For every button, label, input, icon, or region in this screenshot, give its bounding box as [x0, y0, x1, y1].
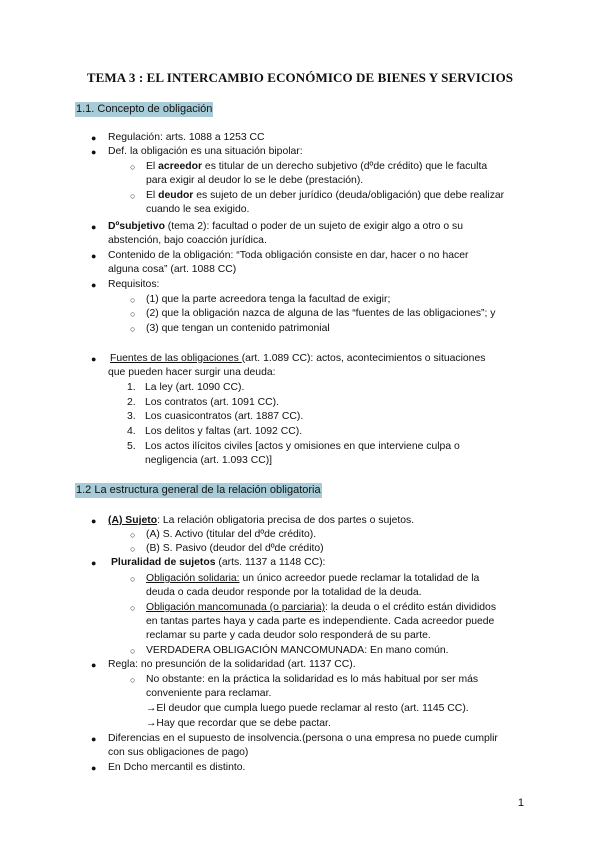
- circle-bullet-icon: ○: [130, 544, 136, 554]
- no-obstante-line-2: conveniente para reclamar.: [146, 688, 272, 699]
- circle-bullet-icon: ○: [130, 675, 136, 685]
- bullet-icon: ●: [91, 660, 97, 670]
- page-number: 1: [517, 797, 524, 809]
- bullet-icon: ●: [91, 147, 97, 157]
- verdadera-text: VERDADERA OBLIGACIÓN MANCOMUNADA: En mano común.: [146, 645, 449, 656]
- arrow-line-2: →Hay que recordar que se debe pactar.: [146, 718, 331, 729]
- list-number: 3.: [127, 411, 136, 422]
- deudor-line-1: El deudor es sujeto de un deber jurídico (deuda/obligación) que debe realizar: [146, 190, 505, 201]
- solidaria-line-1: Obligación solidaria: un único acreedor puede reclamar la totalidad de la: [146, 573, 480, 584]
- mercantil-text: En Dcho mercantil es distinto.: [108, 762, 246, 773]
- fuente-cuasicontratos: Los cuasicontratos (art. 1887 CC).: [145, 411, 304, 422]
- circle-bullet-icon: ○: [130, 530, 136, 540]
- sujeto-pasivo: (B) S. Pasivo (deudor del dºde crédito): [146, 543, 324, 554]
- fuente-delitos: Los delitos y faltas (art. 1092 CC).: [145, 426, 303, 437]
- diferencias-line-1: Diferencias en el supuesto de insolvencia.(persona o una empresa no puede cumplir: [108, 733, 498, 744]
- circle-bullet-icon: ○: [130, 309, 136, 319]
- circle-bullet-icon: ○: [130, 646, 136, 656]
- bullet-icon: ●: [91, 354, 97, 364]
- requisitos-text: Requisitos:: [108, 279, 160, 290]
- fuentes-line-2: que pueden hacer surgir una deuda:: [108, 367, 276, 378]
- circle-bullet-icon: ○: [130, 324, 136, 334]
- acreedor-line-1: El acreedor es titular de un derecho subjetivo (dºde crédito) que le faculta: [146, 161, 488, 172]
- sujeto-text: (A) Sujeto: La relación obligatoria precisa de dos partes o sujetos.: [108, 515, 415, 526]
- bullet-icon: ●: [91, 734, 97, 744]
- fuente-contratos: Los contratos (art. 1091 CC).: [145, 397, 279, 408]
- circle-bullet-icon: ○: [130, 295, 136, 305]
- arrow-line-1: →El deudor que cumpla luego puede reclamar al resto (art. 1145 CC).: [146, 703, 469, 714]
- bullet-icon: ●: [91, 763, 97, 773]
- section-heading-1-2: 1.2 La estructura general de la relación obligatoria: [76, 484, 321, 496]
- circle-bullet-icon: ○: [130, 574, 136, 584]
- requisito-3: (3) que tengan un contenido patrimonial: [146, 323, 330, 334]
- definicion-text: Def. la obligación es una situación bipolar:: [108, 146, 303, 157]
- circle-bullet-icon: ○: [130, 162, 136, 172]
- mancomunada-line-1: Obligación mancomunada (o parciaria): la deuda o el crédito están divididos: [146, 602, 497, 613]
- pluralidad-text: Pluralidad de sujetos (arts. 1137 a 1148 CC):: [111, 557, 326, 568]
- deudor-line-2: cuando le sea exigido.: [146, 204, 250, 215]
- bullet-icon: ●: [91, 222, 97, 232]
- requisito-2: (2) que la obligación nazca de alguna de las “fuentes de las obligaciones”; y: [146, 308, 496, 319]
- fuentes-line-1: Fuentes de las obligaciones (art. 1.089 CC): actos, acontecimientos o situaciones: [110, 353, 486, 364]
- circle-bullet-icon: ○: [130, 191, 136, 201]
- requisito-1: (1) que la parte acreedora tenga la facultad de exigir;: [146, 294, 391, 305]
- section-heading-1-1: 1.1. Concepto de obligación: [76, 103, 213, 115]
- list-number: 2.: [127, 397, 136, 408]
- fuente-actos-ilicitos-2: negligencia (art. 1.093 CC)]: [145, 455, 273, 466]
- bullet-icon: ●: [91, 133, 97, 143]
- bullet-icon: ●: [91, 251, 97, 261]
- no-obstante-line-1: No obstante: en la práctica la solidaridad es lo más habitual por ser más: [146, 674, 479, 685]
- bullet-icon: ●: [91, 280, 97, 290]
- list-number: 4.: [127, 426, 136, 437]
- contenido-line-1: Contenido de la obligación: “Toda obligación consiste en dar, hacer o no hacer: [108, 250, 469, 261]
- page-title: TEMA 3 : EL INTERCAMBIO ECONÓMICO DE BIENES Y SERVICIOS: [86, 70, 514, 85]
- regulacion-text: Regulación: arts. 1088 a 1253 CC: [108, 132, 265, 143]
- fuente-ley: La ley (art. 1090 CC).: [145, 382, 245, 393]
- mancomunada-line-2: en tantas partes haya y cada parte es independiente. Cada acreedor puede: [146, 616, 495, 627]
- bullet-icon: ●: [91, 516, 97, 526]
- solidaria-line-2: deuda o cada deudor responde por la totalidad de la deuda.: [146, 587, 422, 598]
- regla-text: Regla: no presunción de la solidaridad (art. 1137 CC).: [108, 659, 356, 670]
- sujeto-activo: (A) S. Activo (titular del dºde crédito).: [146, 529, 317, 540]
- list-number: 1.: [127, 382, 136, 393]
- contenido-line-2: alguna cosa” (art. 1088 CC): [108, 264, 237, 275]
- bullet-icon: ●: [91, 558, 97, 568]
- list-number: 5.: [127, 441, 136, 452]
- circle-bullet-icon: ○: [130, 603, 136, 613]
- fuente-actos-ilicitos: Los actos ilícitos civiles [actos y omisiones en que interviene culpa o: [145, 441, 460, 452]
- acreedor-line-2: para exigir al deudor lo se le debe (prestación).: [146, 175, 364, 186]
- dsubjetivo-line-2: abstención, bajo coacción jurídica.: [108, 235, 267, 246]
- mancomunada-line-3: reclamar su parte y cada deudor solo responderá de su parte.: [146, 630, 431, 641]
- dsubjetivo-line-1: Dºsubjetivo (tema 2): facultad o poder de un sujeto de exigir algo a otro o su: [108, 221, 463, 232]
- diferencias-line-2: con sus obligaciones de pago): [108, 747, 249, 758]
